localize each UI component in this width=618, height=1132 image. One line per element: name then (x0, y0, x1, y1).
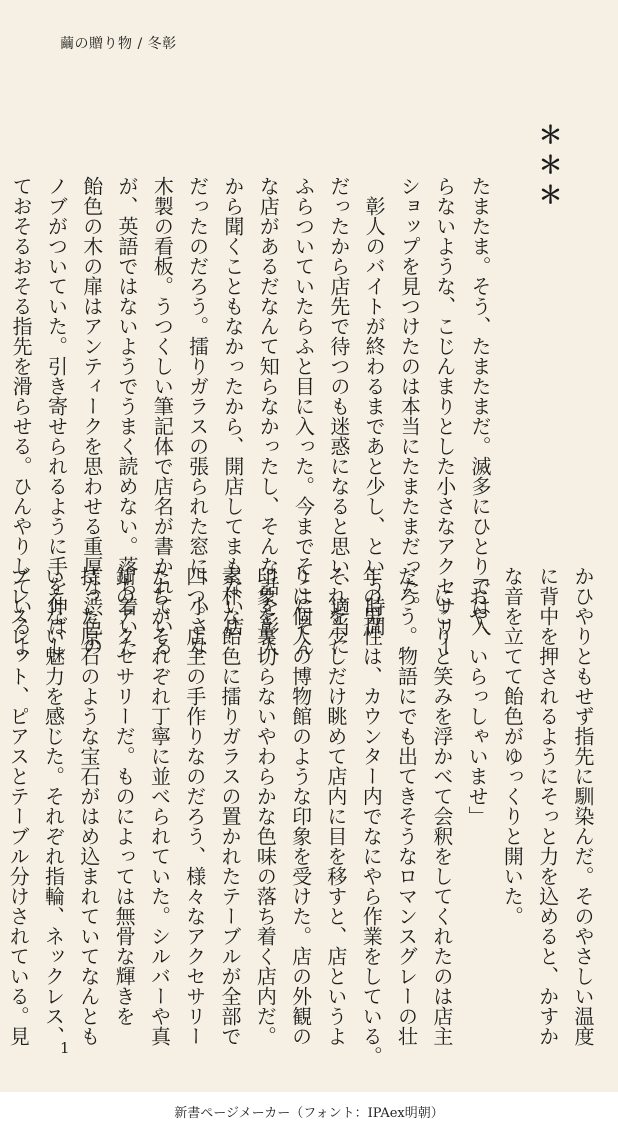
text-line: 「おや、いらっしゃいませ」 (465, 566, 490, 826)
text-line: が、英語ではないようでうまく読めない。落ち着いた (115, 176, 140, 656)
text-line: ふらついていたらふと目に入った。今までそこにそん (291, 176, 316, 656)
text-line: ブレスレット、ピアスとテーブル分けされている。見 (6, 566, 31, 1046)
text-line: ノブがついていた。引き寄せられるように手を伸ばし (44, 176, 69, 656)
text-line: だったから店先で待つのも迷惑になると思い、適当に (326, 176, 351, 656)
text-line: りは個人の博物館のような印象を受けた。店の外観の (288, 566, 313, 1046)
section-separator: ＊＊＊ (534, 122, 563, 212)
text-line: それを少しだけ眺めて店内に目を移すと、店というよ (323, 566, 348, 1046)
text-line: だったのだろう。擂りガラスの張られた窓に、小さな (185, 176, 210, 656)
page-number: 1 (60, 1039, 70, 1057)
text-line: だろう。物語にでも出てきそうなロマンスグレーの壮 (394, 566, 419, 1046)
text-line: な音を立てて飴色がゆっくりと開いた。 (500, 566, 525, 926)
text-line: 素朴な飴色に擂りガラスの置かれたテーブルが全部で (218, 566, 243, 1046)
text-line: にこりと笑みを浮かべて会釈をしてくれたのは店主 (429, 566, 454, 1046)
text-line: 彰人のバイトが終わるまであと少し、という時間 (362, 176, 387, 636)
text-line: ショップを見つけたのは本当にたまたまだった。 (397, 176, 422, 616)
page-title: 繭の贈り物 / 冬彰 (60, 36, 177, 52)
text-line: 飴色の木の扉はアンティークを思わせる重厚な渋色の (79, 176, 104, 656)
text-line: らないような、こじんまりとした小さなアクセサリー (432, 176, 457, 656)
text-line: たまたま。そう、たまたまだ。滅多にひとりでは入 (468, 176, 492, 636)
upper-text-block (9, 176, 497, 656)
text-line: かひやりともせず指先に馴染んだ。そのやさしい温度 (571, 566, 595, 1046)
text-line (0, 176, 3, 536)
text-line: 鍮のアクセサリーだ。ものによっては無骨な輝きを (112, 566, 137, 1026)
text-line: 印象を裏切らないやわらかな色味の落ち着く店内だ。 (253, 566, 278, 1046)
text-line: 木製の看板。うつくしい筆記体で店名が書かれている (150, 176, 175, 656)
text-line: たちがそれぞれ丁寧に並べられていた。シルバーや真 (147, 566, 172, 1046)
text-line: な店があるだなんて知らなかったし、そんな話を彰人 (256, 176, 281, 656)
text-line: ておそるおそる指先を滑らせる。ひんやりしているよ (9, 176, 34, 656)
text-line: 年の男性は、カウンター内でなにやら作業をしている。 (359, 566, 384, 1066)
footer-caption: 新書ページメーカー（フォント：IPAex明朝） (174, 1106, 444, 1121)
text-line: いえない魅力を感じた。それぞれ指輪、ネックレス、 (41, 566, 66, 1046)
text-line: 持った原石のような宝石がはめ込まれていてなんとも (76, 566, 101, 1046)
text-line: に背中を押されるようにそっと力を込めると、かすか (535, 566, 560, 1046)
text-line: から聞くこともなかったから、開店してまもない店 (220, 176, 245, 636)
lower-text-block (6, 566, 600, 1066)
text-line: 四つ。店主の手作りなのだろう、様々なアクセサリー (182, 566, 207, 1046)
